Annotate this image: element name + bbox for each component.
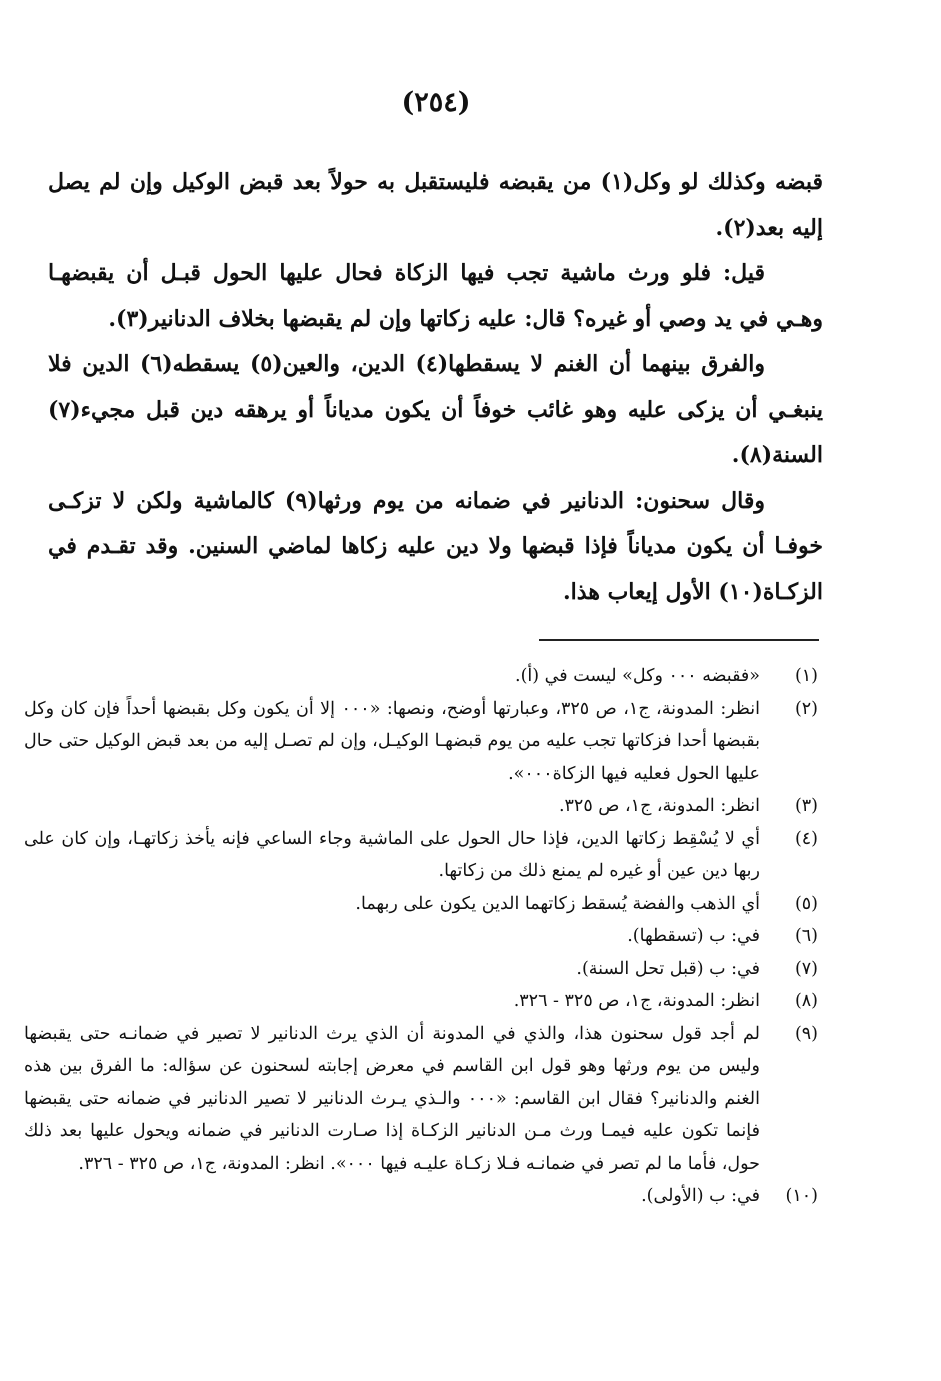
footnote-number: (١٠) (785, 1186, 818, 1206)
footnote-text: انظر: المدونة، ج١، ص ٣٢٥ - ٣٢٦. (513, 991, 760, 1011)
paragraph: قبضه وكذلك لو وكل(١) من يقبضه فليستقبل به حولاً بعد قبض الوكيل وإن لم يصل إليه بعد(٢). (48, 169, 823, 241)
footnote-text: أي الذهب والفضة يُسقط زكاتهما الدين يكون على ربهما. (355, 893, 760, 914)
footnotes-list (24, 660, 818, 1213)
footnote-number: (١) (794, 666, 818, 686)
footnote-text: أي لا يُسْقِط زكاتها الدين، فإذا حال الحول على الماشية وجاء الساعي فإنه يأخذ زكاتهـا، وإن كان على ربها دين عين أو غيره لم يمنع ذلك من زكاتها. (24, 828, 760, 881)
footnote-number: (٣) (794, 796, 818, 816)
footnote-text: في: ب (الأولى). (641, 1186, 760, 1206)
footnote-text: «فقبضه ٠٠٠ وكل» ليست في (أ). (515, 666, 760, 686)
footnote (24, 985, 818, 1018)
footnote (24, 823, 818, 888)
footnote (24, 790, 818, 823)
footnote-number: (٦) (794, 926, 818, 946)
footnote-number: (٨) (794, 991, 818, 1011)
footnote-text: انظر: المدونة، ج١، ص ٣٢٥. (558, 796, 760, 816)
main-text (48, 160, 823, 615)
paragraph: قيل: فلو ورث ماشية تجب فيها الزكاة فحال عليها الحول قبـل أن يقبضهـا وهـي في يد وصي أو غيره؟ قال: عليه زكاتها وإن لم يقبضها بخلاف الدنانير(٣). (48, 260, 823, 332)
footnote (24, 693, 818, 791)
page-number: (٢٥٤) (401, 87, 471, 118)
footnote-number: (٧) (794, 958, 818, 979)
footnote (24, 660, 818, 693)
footnote-text: في: ب (قبل تحل السنة). (576, 958, 760, 979)
paragraph: والفرق بينهما أن الغنم لا يسقطها(٤) الدين، والعين(٥) يسقطه(٦) الدين فلا ينبغـي أن يزكى عليه وهو غائب خوفاً أن يكون مدياناً أو يرهقه دين قبل مجيء(٧) السنة(٨). (48, 351, 823, 468)
footnote-number: (٥) (794, 893, 818, 914)
footnote-text: لم أجد قول سحنون هذا، والذي في المدونة أن الذي يرث الدنانير لا تصير في ضمانـه حتى يقبضها وليس من يوم ورثها وهو قول ابن القاسم في معرض إجابته لسحنون عن سؤاله: ما الفرق بين هذه الغنم والدنانير؟ فقال ابن القاسم: «٠٠٠ والـذي يـرث الدنانير لا تصير الدنانير في ضمانه حتى يقبضها فإنما تكون عليه فيمـا ورث مـن الدنانير الزكـاة إذا صـارت الدنانير في ضمانه ويحول عليها بعد ذلك حول، فأما ما لم تصر في ضمانـه فـلا زكـاة عليـه فيها ٠٠٠». انظر: المدونة، ج١، ص ٣٢٥ - ٣٢٦. (24, 1023, 760, 1174)
footnote (24, 920, 818, 953)
footnote-text: في: ب (تسقطها). (627, 926, 760, 946)
footnote (24, 888, 818, 921)
footnote-number: (٩) (794, 1023, 818, 1044)
footnote-separator (539, 639, 819, 641)
footnote (24, 953, 818, 986)
footnote-number: (٤) (794, 828, 818, 849)
paragraph: وقال سحنون: الدنانير في ضمانه من يوم ورثها(٩) كالماشية ولكن لا تزكـى خوفـا أن يكون مدياناً فإذا قبضها ولا دين عليه زكاها لماضي السنين. وقد تقـدم في الزكـاة(١٠) الأول إيعاب هذا. (48, 487, 823, 605)
footnote (24, 1018, 818, 1181)
footnote (24, 1180, 818, 1213)
footnote-number: (٢) (794, 698, 818, 719)
footnote-text: انظر: المدونة، ج١، ص ٣٢٥، وعبارتها أوضح، ونصها: «٠٠٠ إلا أن يكون وكل بقبضها أحداً فإن كان وكل بقبضها أحدا فزكاتها تجب عليه من يوم قبضهـا الوكيـل، وإن لم تصـل إليه من بعد قبض الوكيل حتى حال عليها الحول فعليه فيها الزكاة٠٠٠». (24, 698, 760, 784)
